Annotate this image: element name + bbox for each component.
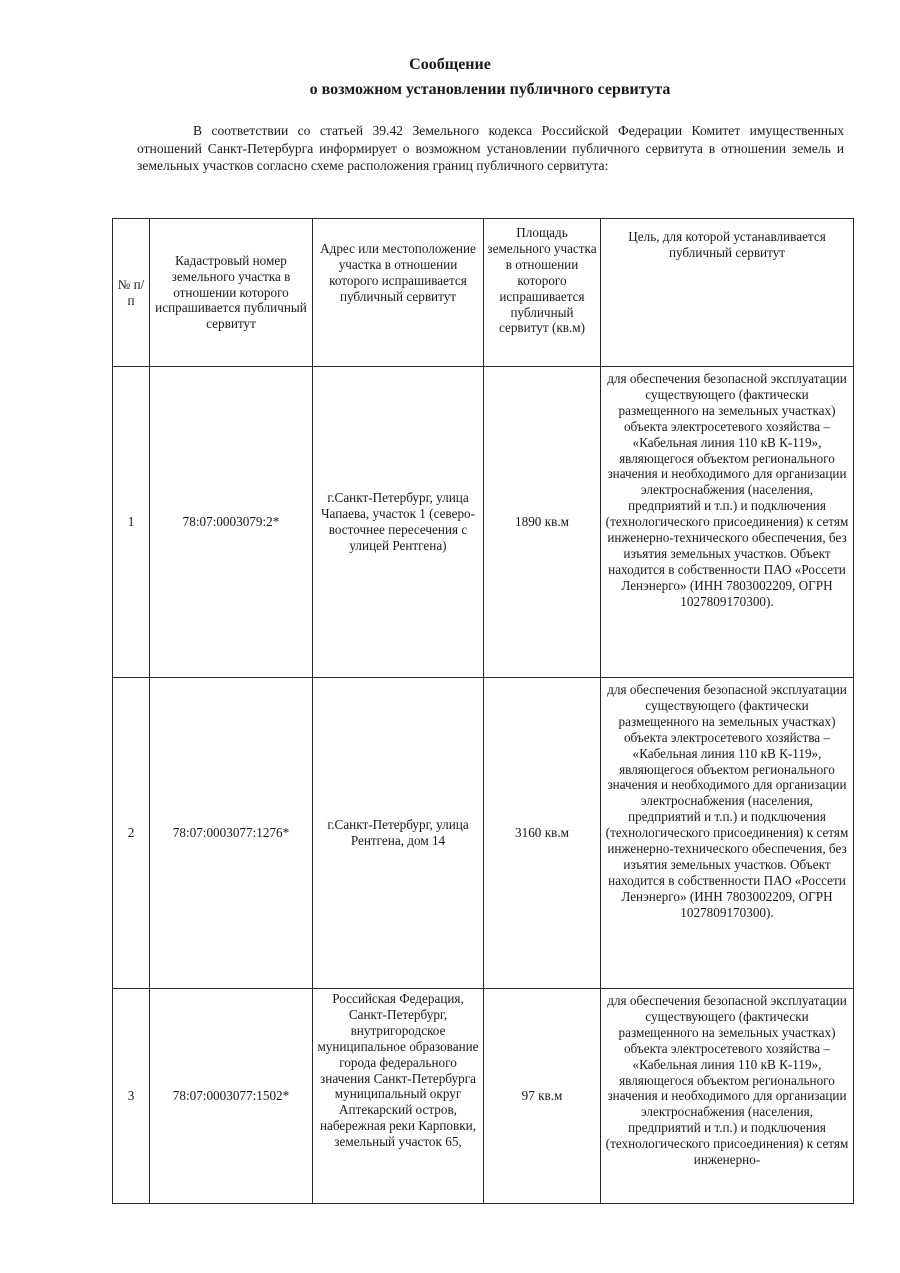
row-address: г.Санкт-Петербург, улица Рентгена, дом 14 bbox=[313, 678, 484, 989]
table-row bbox=[113, 367, 854, 678]
row-purpose: для обеспечения безопасной эксплуатации существующего (фактически размещенного на земельных участках) объекта электросетевого хозяйства – «Кабельная линия 110 кВ К-119», являющегося объектом регионального значения и необходимого для организации электроснабжения (населения, предприятий и т.п.) и подключения (технологического присоединения) к сетям инженерно-технического обеспечения, без изъятия земельных участков. Объект находится в собственности ПАО «Россети Ленэнерго» (ИНН 7803002209, ОГРН 1027809170300). bbox=[601, 678, 854, 989]
row-area: 97 кв.м bbox=[484, 989, 601, 1204]
servitude-table bbox=[112, 218, 854, 1204]
intro-paragraph: В соответствии со статьей 39.42 Земельного кодекса Российской Федерации Комитет имущественных отношений Санкт-Петербурга информирует о возможном установлении публичного сервитута в отношении земель и земельных участков согласно схеме расположения границ публичного сервитута: bbox=[137, 123, 844, 173]
row-num: 2 bbox=[113, 678, 150, 989]
row-address bbox=[313, 989, 484, 1204]
row-cadastral: 78:07:0003079:2* bbox=[150, 367, 313, 678]
row-cadastral: 78:07:0003077:1276* bbox=[150, 678, 313, 989]
col-header-area: Площадь земельного участка в отношении которого испрашивается публичный сервитут (кв.м) bbox=[484, 219, 601, 367]
row-purpose bbox=[601, 989, 854, 1204]
row-area: 1890 кв.м bbox=[484, 367, 601, 678]
row-num: 1 bbox=[113, 367, 150, 678]
row-address: г.Санкт-Петербург, улица Чапаева, участок 1 (северо-восточнее пересечения с улицей Рентгена) bbox=[313, 367, 484, 678]
row-purpose: для обеспечения безопасной эксплуатации существующего (фактически размещенного на земельных участках) объекта электросетевого хозяйства – «Кабельная линия 110 кВ К-119», являющегося объектом регионального значения и необходимого для организации электроснабжения (населения, предприятий и т.п.) и подключения (технологического присоединения) к сетям инженерно-технического обеспечения, без изъятия земельных участков. Объект находится в собственности ПАО «Россети Ленэнерго» (ИНН 7803002209, ОГРН 1027809170300). bbox=[601, 367, 854, 678]
row-area: 3160 кв.м bbox=[484, 678, 601, 989]
row-cadastral: 78:07:0003077:1502* bbox=[150, 989, 313, 1204]
table-row bbox=[113, 678, 854, 989]
col-header-purpose: Цель, для которой устанавливается публичный сервитут bbox=[601, 219, 854, 367]
document-subtitle: о возможном установлении публичного сервитута bbox=[309, 81, 671, 98]
row-purpose-text: для обеспечения безопасной эксплуатации существующего (фактически размещенного на земельных участках) объекта электросетевого хозяйства – «Кабельная линия 110 кВ К-119», являющегося объектом регионального значения и необходимого для организации электроснабжения (населения, предприятий и т.п.) и подключения (технологического присоединения) к сетям инженерно- bbox=[605, 993, 849, 1168]
col-header-num: № п/п bbox=[113, 219, 150, 367]
document-title: Сообщение bbox=[409, 56, 491, 73]
row-num: 3 bbox=[113, 989, 150, 1204]
table-header-row bbox=[113, 219, 854, 367]
row-address-text: Российская Федерация, Санкт-Петербург, внутригородское муниципальное образование города федерального значения Санкт-Петербурга муниципальный округ Аптекарский остров, набережная реки Карповки, земельный участок 65, bbox=[317, 991, 479, 1150]
col-header-cadastral: Кадастровый номер земельного участка в отношении которого испрашивается публичный сервитут bbox=[150, 219, 313, 367]
table-row bbox=[113, 989, 854, 1204]
col-header-address: Адрес или местоположение участка в отношении которого испрашивается публичный сервитут bbox=[313, 219, 484, 367]
